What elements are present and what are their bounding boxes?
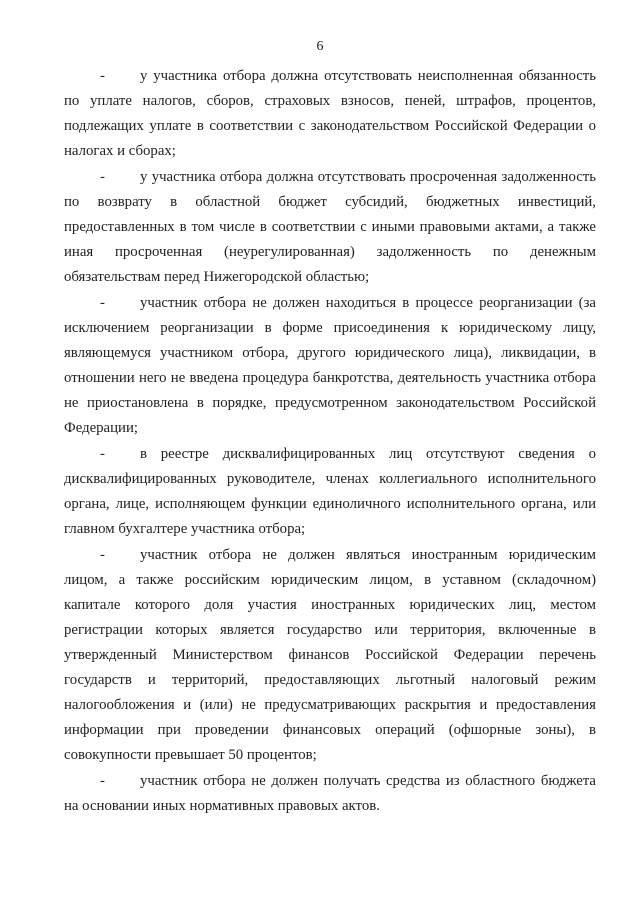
list-item: [64, 165, 596, 290]
list-item-text: участник отбора не должен являться иностранным юридическим лицом, а также российским юридическим лицом, в уставном (складочном) капитале которого доля участия иностранных юридических лиц, местом регистрации которых является государство или территория, включенные в утвержденный Министерством финансов Российской Федерации перечень государств и территорий, предоставляющих льготный налоговый режим налогообложения и (или) не предусматривающих раскрытия и предоставления информации при проведении финансовых операций (офшорные зоны), в совокупности превышает 50 процентов;: [64, 547, 596, 763]
page-number: 6: [316, 39, 324, 54]
list-marker: -: [100, 446, 105, 462]
list-item-text: в реестре дисквалифицированных лиц отсутствуют сведения о дисквалифицированных руководителе, членах коллегиального исполнительного органа, лице, исполняющем функции единоличного исполнительного органа, или главном бухгалтере участника отбора;: [64, 446, 596, 537]
list-marker: -: [100, 169, 105, 185]
list-item: [64, 769, 596, 819]
list-marker: -: [100, 295, 105, 311]
list-marker: -: [100, 773, 105, 789]
list-item: [64, 543, 596, 768]
list-marker: -: [100, 547, 105, 563]
list-marker: -: [100, 68, 105, 84]
list-item-text: участник отбора не должен получать средства из областного бюджета на основании иных нормативных правовых актов.: [64, 773, 596, 814]
list-item: [64, 442, 596, 542]
list-item: [64, 291, 596, 441]
list-item: [64, 64, 596, 164]
list-item-text: у участника отбора должна отсутствовать просроченная задолженность по возврату в областной бюджет субсидий, бюджетных инвестиций, предоставленных в том числе в соответствии с иными правовыми актами, а также иная просроченная (неурегулированная) задолженность по денежным обязательствам перед Нижегородской областью;: [64, 169, 596, 285]
list-item-text: у участника отбора должна отсутствовать неисполненная обязанность по уплате налогов, сборов, страховых взносов, пеней, штрафов, процентов, подлежащих уплате в соответствии с законодательством Российской Федерации о налогах и сборах;: [64, 68, 596, 159]
list-item-text: участник отбора не должен находиться в процессе реорганизации (за исключением реорганизации в форме присоединения к юридическому лицу, являющемуся участником отбора, другого юридического лица), ликвидации, в отношении него не введена процедура банкротства, деятельность участника отбора не приостановлена в порядке, предусмотренном законодательством Российской Федерации;: [64, 295, 596, 436]
requirements-list: [64, 64, 596, 820]
